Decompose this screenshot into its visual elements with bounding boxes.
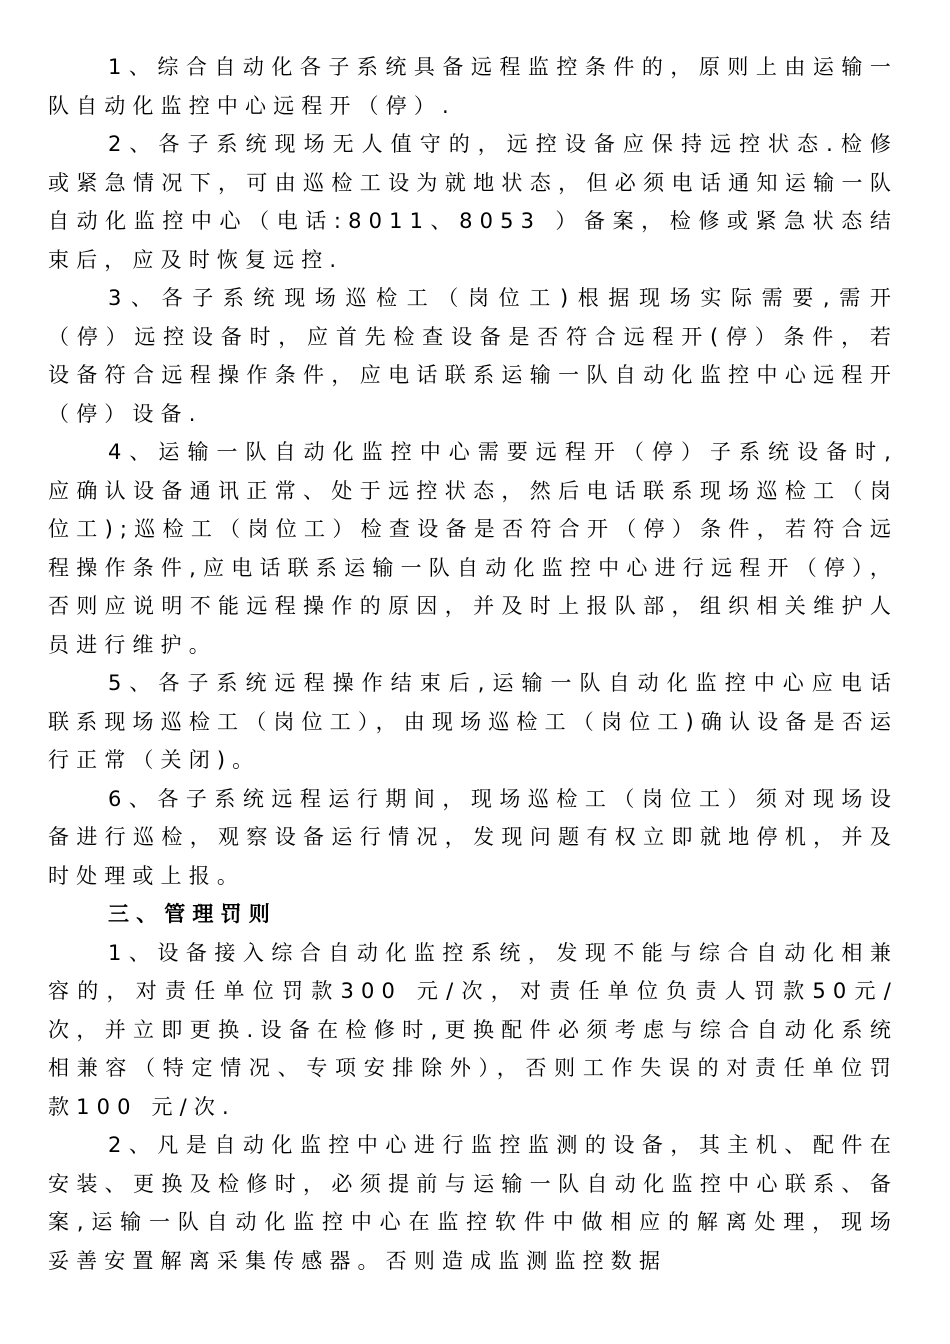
- penalty-clause-1: 1、设备接入综合自动化监控系统，发现不能与综合自动化相兼容的，对责任单位罚款300 元/次，对责任单位负责人罚款50元/次，并立即更换.设备在检修时,更换配件必须考虑与综合自动化系统相兼容（特定情况、专项安排除外），否则工作失误的对责任单位罚款100 元/次.: [48, 940, 898, 1119]
- clause-5: 5、各子系统远程操作结束后,运输一队自动化监控中心应电话联系现场巡检工（岗位工），由现场巡检工（岗位工)确认设备是否运行正常（关闭)。: [48, 671, 898, 772]
- penalty-clause-2: 2、凡是自动化监控中心进行监控监测的设备，其主机、配件在安装、更换及检修时，必须提前与运输一队自动化监控中心联系、备案,运输一队自动化监控中心在监控软件中做相应的解离处理，现场妥善安置解离采集传感器。否则造成监测监控数据: [48, 1133, 898, 1273]
- document-body: [48, 48, 898, 1280]
- clause-4: 4、运输一队自动化监控中心需要远程开（停）子系统设备时,应确认设备通讯正常、处于远控状态，然后电话联系现场巡检工（岗位工);巡检工（岗位工）检查设备是否符合开（停）条件，若符合远程操作条件,应电话联系运输一队自动化监控中心进行远程开（停），否则应说明不能远程操作的原因，并及时上报队部，组织相关维护人员进行维护。: [48, 440, 898, 657]
- section-heading: 三、管理罚则: [108, 902, 277, 926]
- clause-1: 1、综合自动化各子系统具备远程监控条件的，原则上由运输一队自动化监控中心远程开（停）.: [48, 55, 898, 118]
- clause-3: 3、各子系统现场巡检工（岗位工)根据现场实际需要,需开（停）远控设备时，应首先检查设备是否符合远程开(停）条件，若设备符合远程操作条件，应电话联系运输一队自动化监控中心远程开（停）设备.: [48, 286, 898, 426]
- clause-6: 6、各子系统远程运行期间，现场巡检工（岗位工）须对现场设备进行巡检，观察设备运行情况，发现问题有权立即就地停机，并及时处理或上报。: [48, 786, 898, 888]
- clause-2: 2、各子系统现场无人值守的，远控设备应保持远控状态.检修或紧急情况下，可由巡检工设为就地状态，但必须电话通知运输一队自动化监控中心（电话:8011、8053 ）备案，检修或紧急状态结束后，应及时恢复远控.: [48, 132, 898, 272]
